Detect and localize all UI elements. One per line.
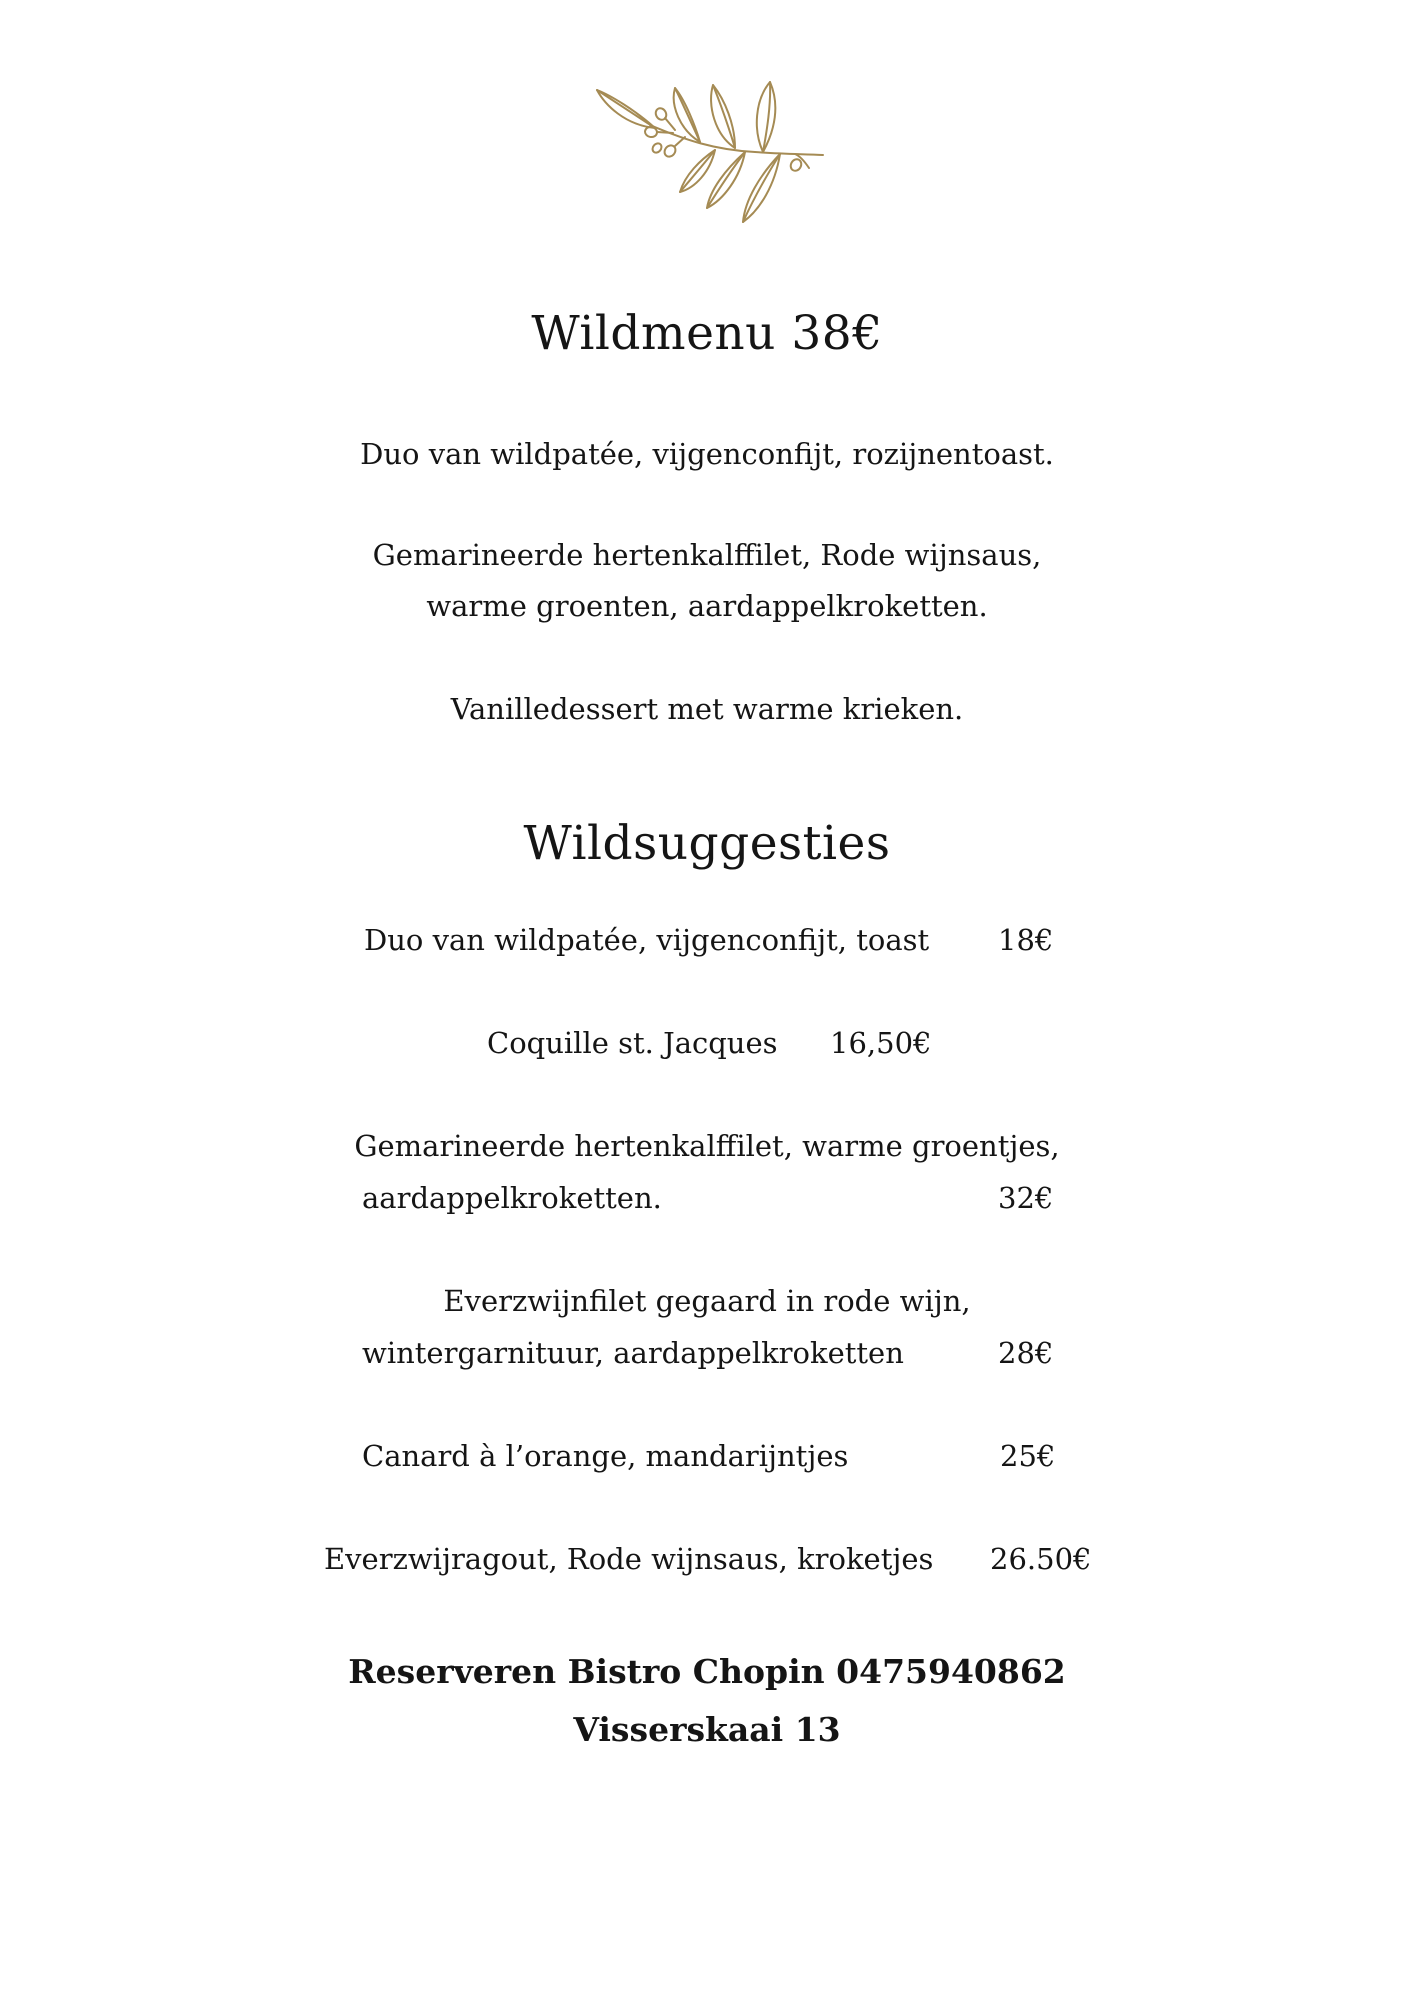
- menu-course-dessert: Vanilledessert met warme krieken.: [450, 692, 964, 726]
- suggestion-item-price: 32€: [998, 1181, 1054, 1215]
- suggestion-item-price: 18€: [998, 923, 1054, 957]
- suggestion-item-name: Duo van wildpatée, vijgenconfijt, toast: [364, 923, 930, 957]
- menu-course-starter: Duo van wildpatée, vijgenconfijt, rozijnentoast.: [360, 437, 1054, 471]
- menu-title: Wildmenu 38€: [531, 306, 883, 361]
- olive-branch-icon: [595, 80, 835, 225]
- suggestion-item-price: 28€: [998, 1336, 1054, 1370]
- reservation-phone: Reserveren Bistro Chopin 0475940862: [348, 1652, 1066, 1691]
- suggestions-title: Wildsuggesties: [523, 816, 891, 871]
- suggestion-item-name: Everzwijragout, Rode wijnsaus, kroketjes: [324, 1542, 934, 1576]
- menu-course-main-line-1: Gemarineerde hertenkalffilet, Rode wijnsaus,: [372, 538, 1042, 572]
- suggestion-item-price: 16,50€: [830, 1026, 932, 1060]
- suggestion-item-name: Everzwijnfilet gegaard in rode wijn,: [443, 1284, 971, 1318]
- suggestion-item-price: 26.50€: [990, 1542, 1092, 1576]
- suggestion-item-name: Coquille st. Jacques: [487, 1026, 778, 1060]
- suggestion-item-name: Canard à l’orange, mandarijntjes: [362, 1439, 849, 1473]
- suggestion-item-name: Gemarineerde hertenkalffilet, warme groentjes,: [354, 1129, 1060, 1163]
- suggestion-item-price: 25€: [1000, 1439, 1056, 1473]
- address: Visserskaai 13: [573, 1710, 841, 1749]
- menu-course-main-line-2: warme groenten, aardappelkroketten.: [426, 589, 988, 623]
- suggestion-item-name: wintergarnituur, aardappelkroketten: [362, 1336, 904, 1370]
- suggestion-item-name: aardappelkroketten.: [362, 1181, 662, 1215]
